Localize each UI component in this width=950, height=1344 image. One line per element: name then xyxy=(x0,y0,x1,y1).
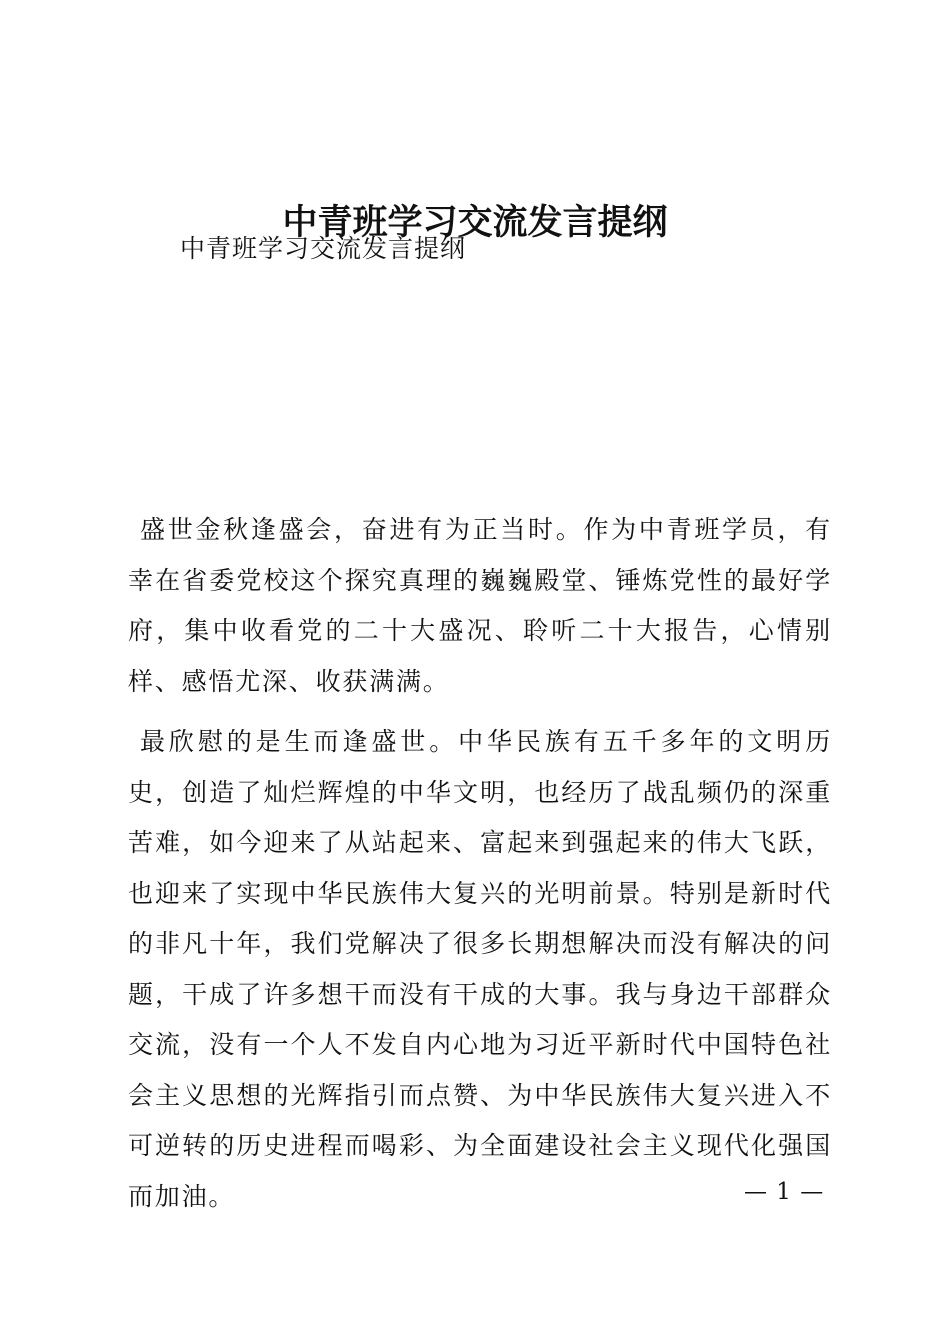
body-paragraph-1: 盛世金秋逢盛会，奋进有为正当时。作为中青班学员，有幸在省委党校这个探究真理的巍巍殿堂、锤炼党性的最好学府，集中收看党的二十大盛况、聆听二十大报告，心情别样、感悟尤深、收获满满。 xyxy=(128,515,832,696)
document-title: 中青班学习交流发言提纲 xyxy=(282,202,668,244)
body-paragraph-2: 最欣慰的是生而逢盛世。中华民族有五千多年的文明历史，创造了灿烂辉煌的中华文明，也经历了战乱频仍的深重苦难，如今迎来了从站起来、富起来到强起来的伟大飞跃，也迎来了实现中华民族伟大复兴的光明前景。特别是新时代的非凡十年，我们党解决了很多长期想解决而没有解决的问题，干成了许多想干而没有干成的大事。我与身边干部群众交流，没有一个人不发自内心地为习近平新时代中国特色社会主义思想的光辉指引而点赞、为中华民族伟大复兴进入不可逆转的历史进程而喝彩、为全面建设社会主义现代化强国而加油。 xyxy=(128,727,832,1211)
document-subtitle: 中青班学习交流发言提纲 xyxy=(180,234,467,263)
page-number: — 1 — xyxy=(744,1179,825,1205)
